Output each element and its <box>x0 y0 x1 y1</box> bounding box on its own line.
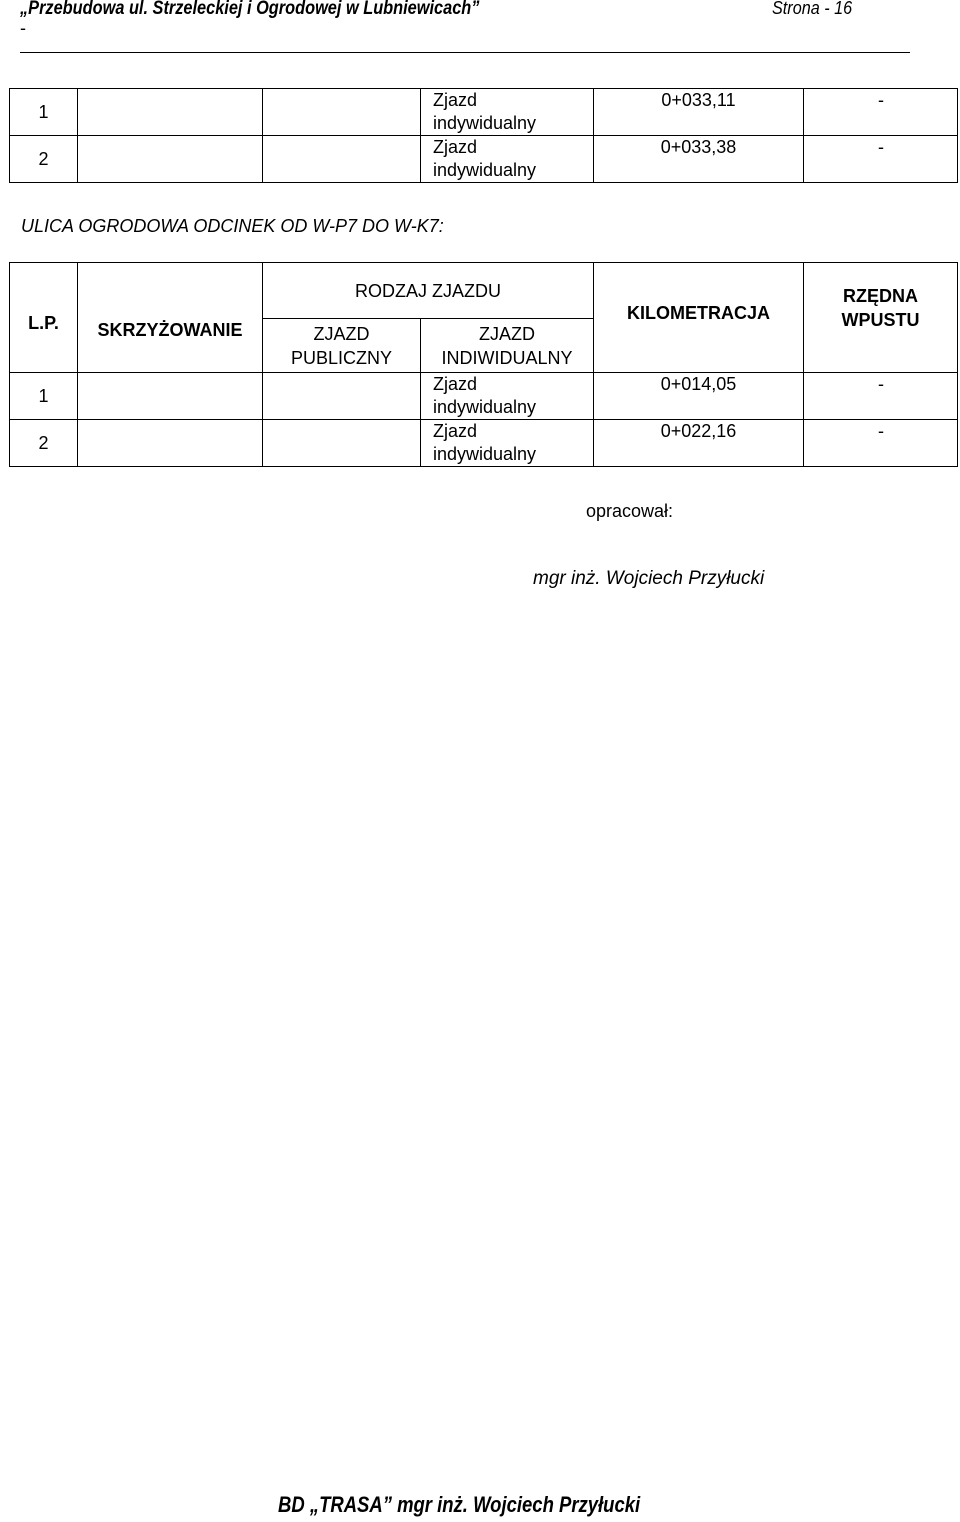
table-row <box>10 373 958 420</box>
inlet-level-cell: - <box>804 136 958 183</box>
header-public-line1: ZJAZD <box>313 323 370 344</box>
author-name: mgr inż. Wojciech Przyłucki <box>533 568 765 589</box>
crossing-cell <box>78 136 263 183</box>
section-title: ULICA OGRODOWA ODCINEK OD W-P7 DO W-K7: <box>21 216 444 236</box>
header-public-line2: PUBLICZNY <box>290 347 393 368</box>
header-crossing: SKRZYŻOWANIE <box>78 263 263 373</box>
row-number: 2 <box>10 420 78 467</box>
header-dash: - <box>20 18 26 38</box>
access-type-qualifier: indywidualny <box>433 397 537 417</box>
access-table-1 <box>9 88 958 183</box>
access-type-word: Zjazd <box>433 374 478 394</box>
public-access-cell <box>263 136 421 183</box>
table-row <box>10 136 958 183</box>
access-type-qualifier: indywidualny <box>433 444 537 464</box>
header-lp: L.P. <box>10 263 78 373</box>
header-individual-line1: ZJAZD <box>479 323 535 344</box>
page-number: Strona - 16 <box>772 0 853 18</box>
individual-access-cell <box>421 420 594 467</box>
individual-access-cell <box>421 373 594 420</box>
chainage-cell: 0+022,16 <box>594 420 804 467</box>
header-access-type: RODZAJ ZJAZDU <box>263 263 594 319</box>
chainage-cell: 0+033,38 <box>594 136 804 183</box>
page-footer: BD „TRASA” mgr inż. Wojciech Przyłucki <box>278 1492 641 1517</box>
header-chainage: KILOMETRACJA <box>594 263 804 373</box>
row-number: 2 <box>10 136 78 183</box>
header-public-access <box>263 319 421 373</box>
individual-access-cell <box>421 89 594 136</box>
inlet-level-cell: - <box>804 89 958 136</box>
document-title: „Przebudowa ul. Strzeleckiej i Ogrodowej w Lubniewicach” <box>20 0 480 19</box>
access-type-word: Zjazd <box>433 137 478 157</box>
crossing-cell <box>78 373 263 420</box>
access-type-word: Zjazd <box>433 421 478 441</box>
header-inlet-level <box>804 263 958 373</box>
individual-access-cell <box>421 136 594 183</box>
public-access-cell <box>263 373 421 420</box>
access-type-qualifier: indywidualny <box>433 160 537 180</box>
inlet-level-cell: - <box>804 373 958 420</box>
public-access-cell <box>263 89 421 136</box>
access-type-qualifier: indywidualny <box>433 113 537 133</box>
crossing-cell <box>78 420 263 467</box>
prepared-by-label: opracował: <box>586 501 674 521</box>
inlet-level-cell: - <box>804 420 958 467</box>
header-inlet-level-line1: RZĘDNA <box>843 285 918 306</box>
public-access-cell <box>263 420 421 467</box>
row-number: 1 <box>10 373 78 420</box>
header-individual-access <box>421 319 594 373</box>
header-row <box>10 263 958 319</box>
access-type-word: Zjazd <box>433 90 478 110</box>
table-row <box>10 89 958 136</box>
header-individual-line2: INDIWIDUALNY <box>441 347 573 368</box>
access-table-2 <box>9 262 958 467</box>
header-rule <box>20 52 910 53</box>
chainage-cell: 0+033,11 <box>594 89 804 136</box>
crossing-cell <box>78 89 263 136</box>
table-row <box>10 420 958 467</box>
chainage-cell: 0+014,05 <box>594 373 804 420</box>
row-number: 1 <box>10 89 78 136</box>
header-inlet-level-line2: WPUSTU <box>841 309 920 330</box>
